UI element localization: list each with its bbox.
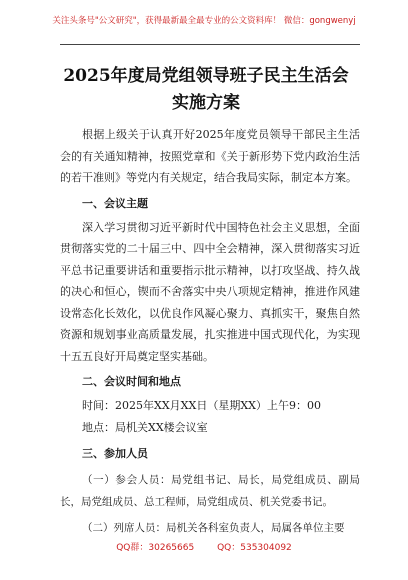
document-body — [60, 124, 360, 539]
meeting-time: 时间：2025年XX月XX日（星期XX）上午9：00 — [82, 399, 321, 412]
attendees-paragraph: （一）参会人员：局党组书记、局长，局党组成员、副局长，局党组成员、总工程师，局党组成员、机关党委书记。 — [60, 474, 360, 508]
footer-qq: QQ：535304092 — [217, 543, 292, 553]
footer-qq-group: QQ群：30265665 — [116, 543, 195, 553]
section-heading-theme: 一、会议主题 — [82, 196, 148, 210]
footer-contact — [0, 540, 408, 553]
section-heading-time-place: 二、会议时间和地点 — [82, 375, 181, 388]
document-title: 2025年度局党组领导班子民主生活会实施方案 — [63, 66, 349, 113]
section-heading-attendees: 三、参加人员 — [82, 447, 148, 460]
theme-paragraph: 深入学习贯彻习近平新时代中国特色社会主义思想，全面贯彻落实党的二十届三中、四中全会精神，深入贯彻落实习近平总书记重要讲话和重要指示批示精神，以打攻坚战、持久战的决心和恒心，锲而不舍落实中央八项规定精神，推进作风建设常态化长效化，以优良作风凝心聚力、真抓实干，聚焦自然资源和规划事业高质量发展，扎实推进中国式现代化，为实现十五五良好开局奠定坚实基础。 — [60, 220, 360, 363]
observers-paragraph: （二）列席人员：局机关各科室负责人，局属各单位主要 — [82, 522, 345, 534]
meeting-place: 地点：局机关XX楼会议室 — [82, 421, 208, 434]
header-divider — [60, 44, 360, 45]
intro-paragraph: 根据上级关于认真开好2025年度党员领导干部民主生活会的有关通知精神，按照党章和《关于新形势下党内政治生活的若干准则》等党内有关规定，结合我局实际，制定本方案。 — [60, 128, 360, 184]
header-banner: 关注头条号"公文研究"，获得最新最全最专业的公文资料库！ 微信：gongwenyj — [52, 16, 356, 26]
